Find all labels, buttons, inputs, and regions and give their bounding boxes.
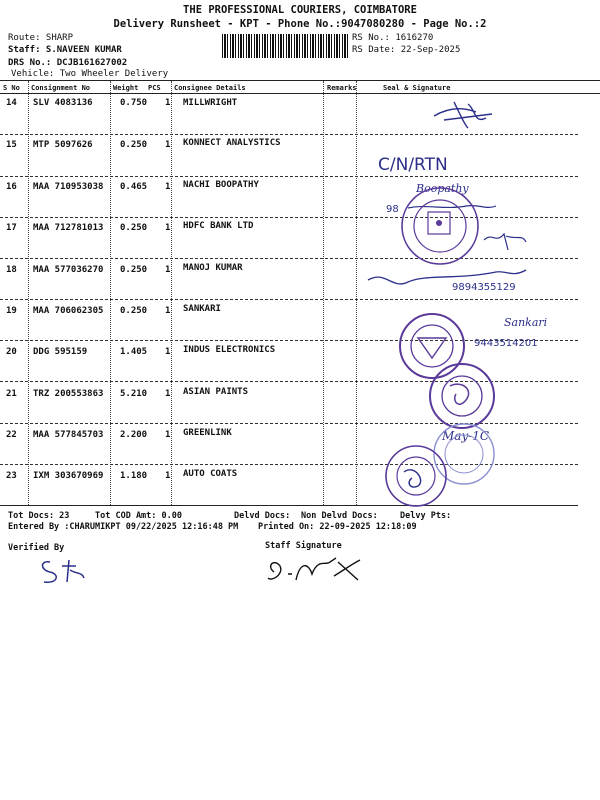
- note-cn-rtn: C/N/RTN: [378, 155, 448, 175]
- row-consignee: MILLWRIGHT: [183, 98, 238, 108]
- note-phone-19: 9443514201: [474, 338, 538, 349]
- col-pcs: PCS: [148, 84, 161, 92]
- staff-label: Staff: S.NAVEEN KUMAR: [8, 45, 122, 55]
- row-weight: 1.180: [120, 471, 148, 481]
- note-boopathy: Boopathy: [416, 182, 469, 195]
- row-consignee: KONNECT ANALYSTICS: [183, 138, 281, 148]
- row-consignment: DDG 595159: [33, 347, 88, 357]
- row-sno: 14: [6, 98, 17, 108]
- delvd-docs: Delvd Docs:: [234, 511, 291, 521]
- table-top-rule: [0, 80, 600, 81]
- col-consignment: Consignment No: [31, 84, 91, 92]
- row-pcs: 1: [165, 389, 171, 399]
- row-sno: 15: [6, 140, 17, 150]
- verified-signature: [36, 556, 96, 586]
- staff-signature-label: Staff Signature: [265, 541, 342, 551]
- row-consignee: HDFC BANK LTD: [183, 221, 254, 231]
- row-consignee: MANOJ KUMAR: [183, 263, 243, 273]
- route-label: Route: SHARP: [8, 33, 74, 43]
- row-pcs: 1: [165, 223, 171, 233]
- row-sno: 21: [6, 389, 17, 399]
- note-sankari: Sankari: [504, 316, 548, 329]
- report-title: THE PROFESSIONAL COURIERS, COIMBATORE: [183, 4, 417, 16]
- row-pcs: 1: [165, 347, 171, 357]
- row-sno: 17: [6, 223, 17, 233]
- report-subtitle: Delivery Runsheet - KPT - Phone No.:9047080280 - Page No.:2: [113, 18, 487, 30]
- stamp-asian-paints: [430, 364, 494, 428]
- row-sno: 19: [6, 306, 17, 316]
- col-divider: [171, 81, 172, 505]
- row-weight: 0.250: [120, 140, 148, 150]
- row-consignment: SLV 4083136: [33, 98, 93, 108]
- row-weight: 0.250: [120, 265, 148, 275]
- col-weight: Weight: [113, 84, 139, 92]
- tot-docs: Tot Docs: 23: [8, 511, 70, 521]
- row-consignee: INDUS ELECTRONICS: [183, 345, 276, 355]
- note-phone-16: 98: [386, 204, 399, 215]
- row-sno: 20: [6, 347, 17, 357]
- row-consignee: NACHI BOOPATHY: [183, 180, 259, 190]
- row-consignment: MAA 712781013: [33, 223, 104, 233]
- stamp-indus: [400, 314, 464, 378]
- drs-label: DRS No.: DCJB161627002: [8, 58, 128, 68]
- row-consignee: AUTO COATS: [183, 469, 238, 479]
- row-pcs: 1: [165, 471, 171, 481]
- row-pcs: 1: [165, 430, 171, 440]
- row-weight: 0.250: [120, 223, 148, 233]
- row-consignment: IXM 303670969: [33, 471, 104, 481]
- row-sno: 18: [6, 265, 17, 275]
- col-consignee: Consignee Details: [174, 84, 246, 92]
- row-consignee: ASIAN PAINTS: [183, 387, 249, 397]
- row-pcs: 1: [165, 265, 171, 275]
- col-remarks: Remarks: [327, 84, 357, 92]
- barcode: [222, 34, 350, 58]
- row-sno: 16: [6, 182, 17, 192]
- row-consignment: MTP 5097626: [33, 140, 93, 150]
- entered-by: Entered By :CHARUMIKPT 09/22/2025 12:16:48 PM: [8, 522, 239, 532]
- row-consignment: MAA 706062305: [33, 306, 104, 316]
- row-weight: 5.210: [120, 389, 148, 399]
- row-weight: 0.465: [120, 182, 148, 192]
- stamp-hdfc: [402, 188, 478, 264]
- row-consignee: SANKARI: [183, 304, 221, 314]
- staff-signature: [264, 552, 364, 586]
- row-consignee: GREENLINK: [183, 428, 232, 438]
- row-weight: 1.405: [120, 347, 148, 357]
- signature-row14: [434, 102, 492, 128]
- non-delvd-docs: Non Delvd Docs:: [301, 511, 378, 521]
- tot-cod: Tot COD Amt: 0.00: [95, 511, 182, 521]
- rs-date: RS Date: 22-Sep-2025: [352, 45, 461, 55]
- col-divider: [110, 81, 111, 505]
- row-weight: 0.250: [120, 306, 148, 316]
- row-pcs: 1: [165, 98, 171, 108]
- col-sno: S No: [3, 84, 20, 92]
- row-consignment: MAA 710953038: [33, 182, 104, 192]
- row-sno: 22: [6, 430, 17, 440]
- row-pcs: 1: [165, 182, 171, 192]
- row-pcs: 1: [165, 306, 171, 316]
- col-seal: Seal & Signature: [383, 84, 451, 92]
- row-pcs: 1: [165, 140, 171, 150]
- signatures-and-stamps: [356, 94, 586, 514]
- note-phone-18: 9894355129: [452, 282, 516, 293]
- row-weight: 0.750: [120, 98, 148, 108]
- row-consignment: TRZ 200553863: [33, 389, 104, 399]
- row-weight: 2.200: [120, 430, 148, 440]
- row-consignment: MAA 577036270: [33, 265, 104, 275]
- col-divider: [28, 81, 29, 505]
- vehicle-label: Vehicle: Two Wheeler Delivery: [11, 69, 169, 79]
- rs-number: RS No.: 1616270: [352, 33, 434, 43]
- row-consignment: MAA 577845703: [33, 430, 104, 440]
- verified-by-label: Verified By: [8, 543, 65, 553]
- printed-on: Printed On: 22-09-2025 12:18:09: [258, 522, 417, 532]
- row-sno: 23: [6, 471, 17, 481]
- note-row22: May-1C: [442, 429, 490, 443]
- col-divider: [323, 81, 324, 505]
- delvy-pts: Delvy Pts:: [400, 511, 452, 521]
